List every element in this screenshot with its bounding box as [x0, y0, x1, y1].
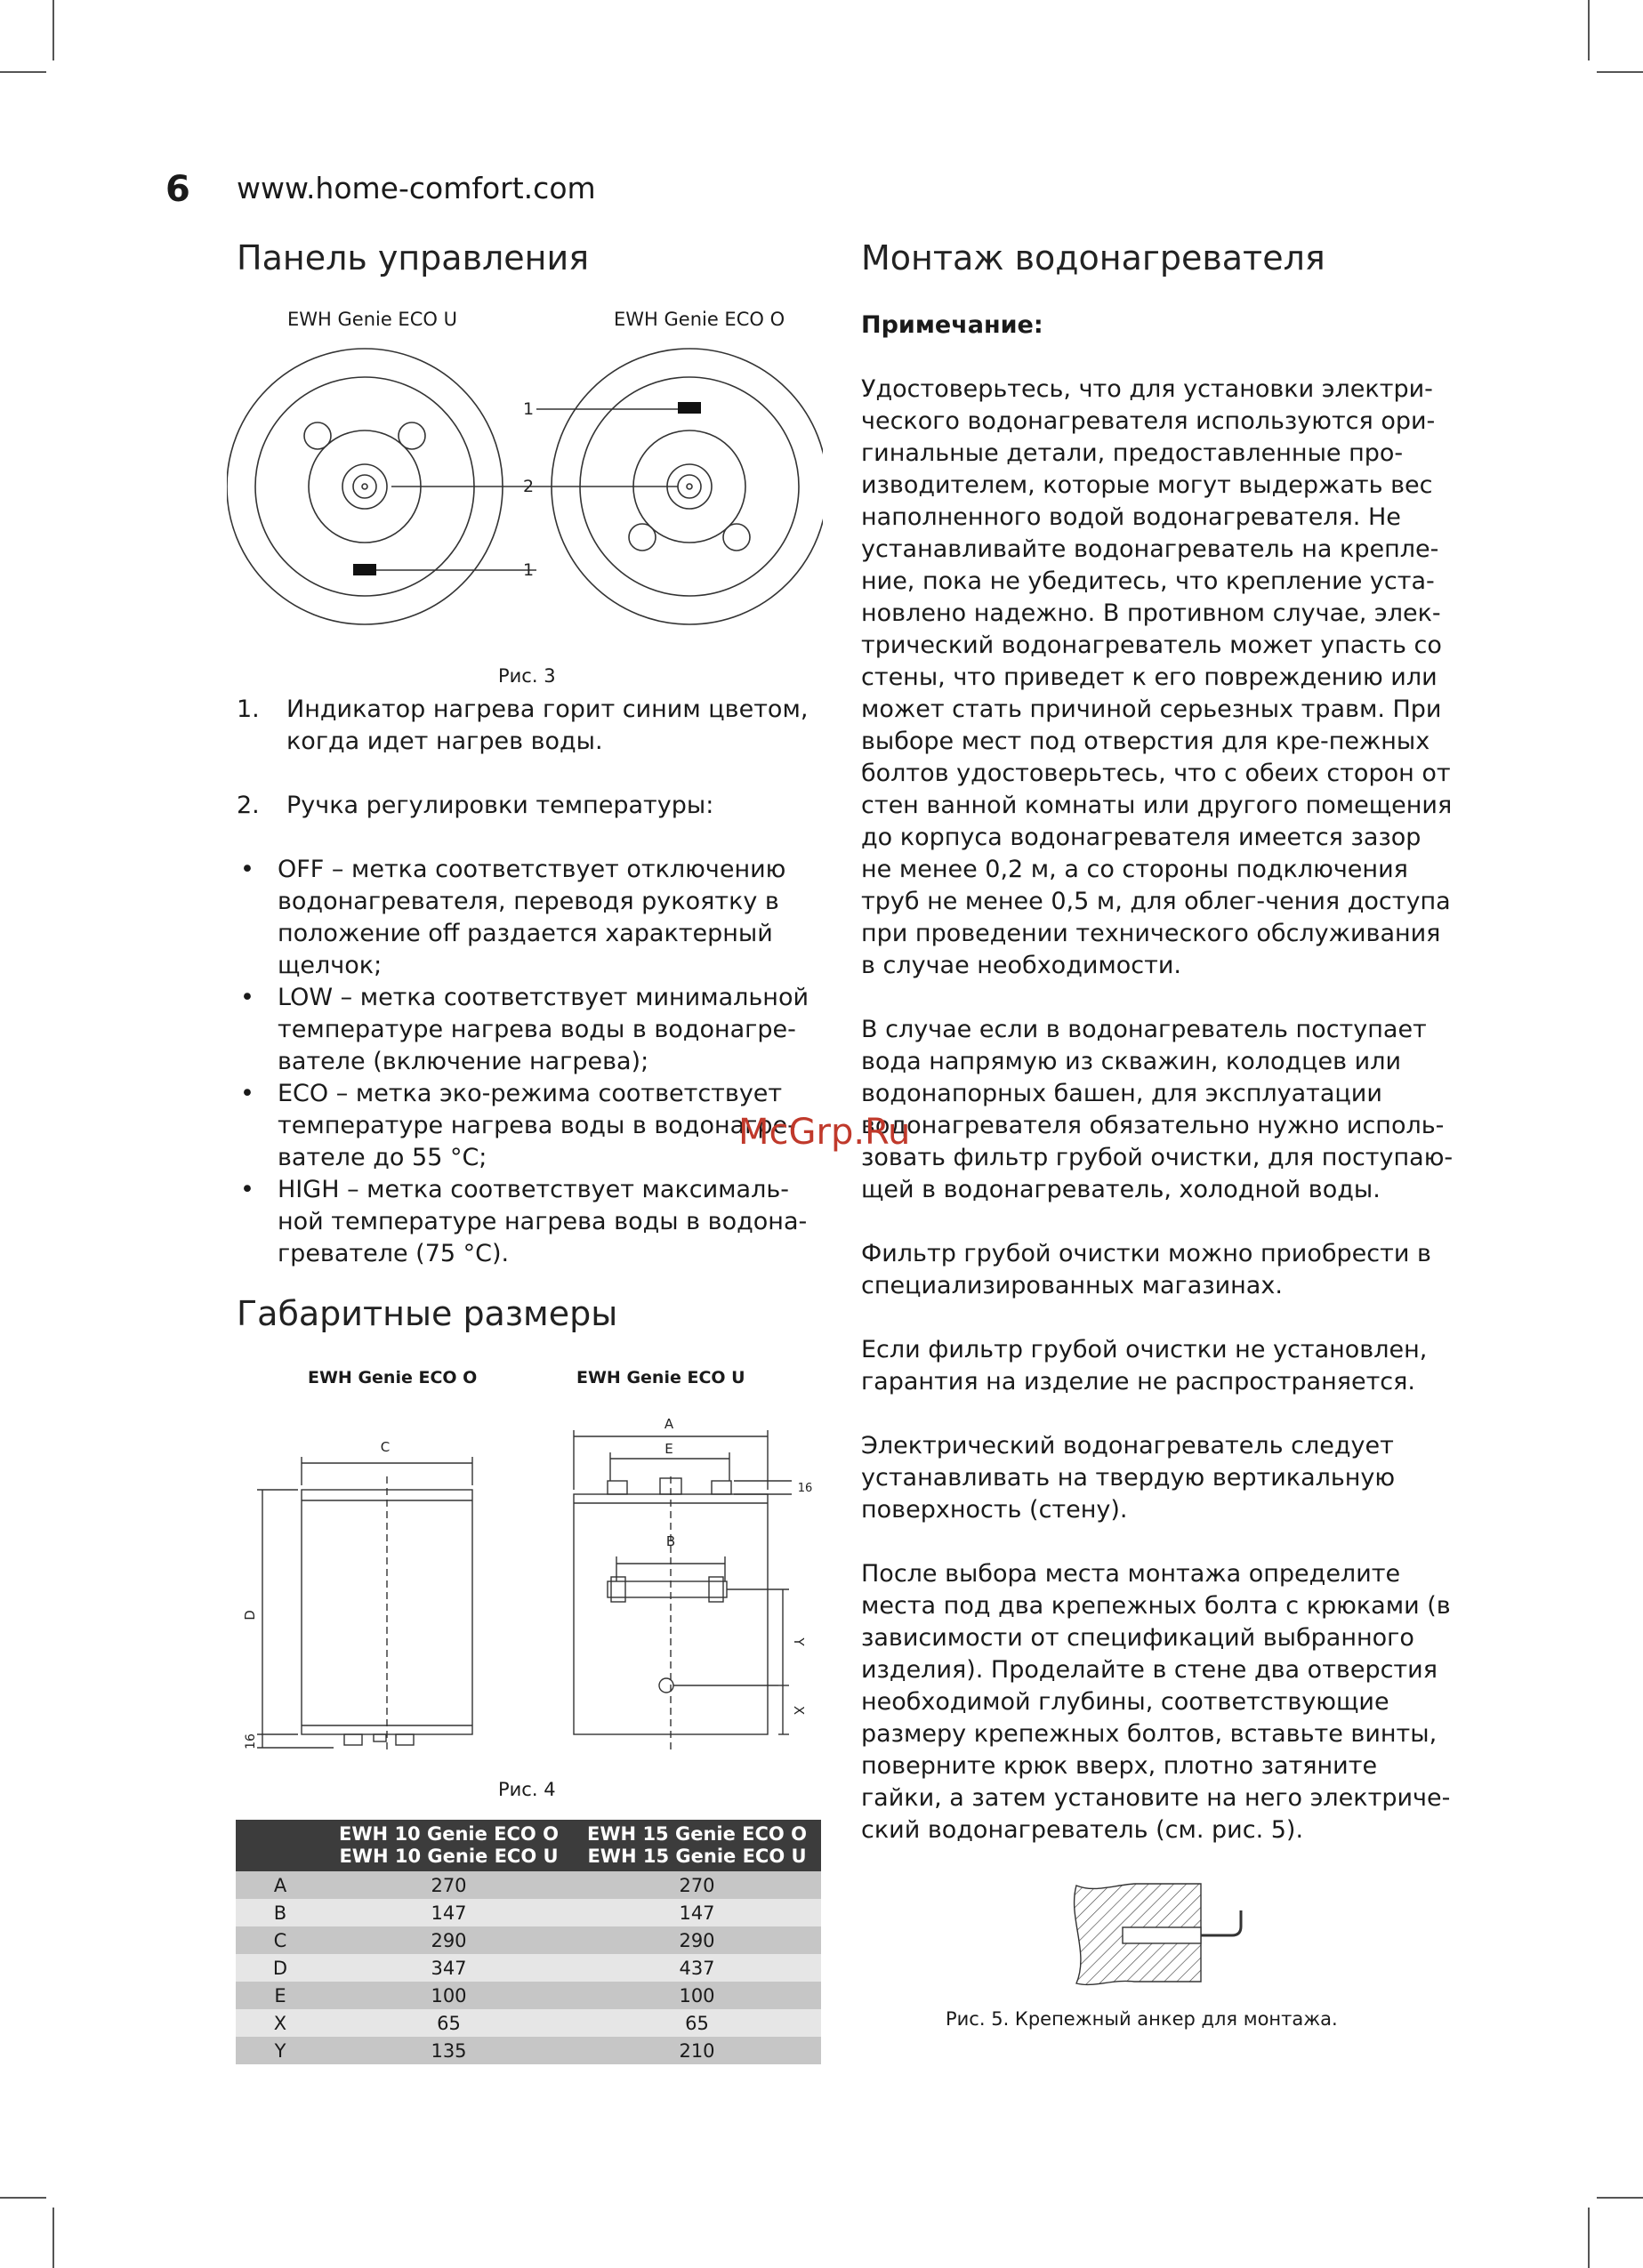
table-row: Y 135 210 — [236, 2037, 821, 2064]
label-e: E — [664, 1441, 673, 1457]
crop-mark — [52, 0, 54, 60]
table-header-col2: EWH 15 Genie ECO O EWH 15 Genie ECO U — [573, 1820, 821, 1871]
heating-indicator-o — [678, 402, 701, 414]
list-item: 2. Ручка регулировки температуры: — [237, 792, 714, 819]
label-y: Y — [791, 1637, 807, 1646]
paragraph: Электрический водонагреватель следует устанавливать на твердую вертикальную поверхность (стену). — [861, 1432, 1396, 1524]
dimensions-drawing — [236, 1414, 823, 1752]
crop-mark — [1597, 2197, 1643, 2199]
table-row: X 65 65 — [236, 2009, 821, 2037]
note-label: Примечание: — [861, 311, 1043, 339]
list-item: 1. Индикатор нагрева горит синим цветом, когда идет нагрев воды. — [237, 696, 809, 755]
crop-mark — [1597, 71, 1643, 73]
crop-mark — [1588, 0, 1590, 60]
label-a: A — [664, 1416, 674, 1432]
control-panel-title: Панель управления — [237, 238, 590, 277]
crop-mark — [1588, 2208, 1590, 2268]
dim-model-u: EWH Genie ECO U — [576, 1368, 745, 1387]
table-row: C 290 290 — [236, 1926, 821, 1954]
table-header-empty — [236, 1820, 325, 1871]
table-row: A 270 270 — [236, 1871, 821, 1899]
paragraph: В случае если в водонагреватель поступает вода напрямую из скважин, колодцев или водонапорных башен, для эксплуатации водонагревателя обязательно нужно исполь-зовать фильтр грубой очистки, для поступаю-щей в водонагреватель, холодной воды. — [861, 1016, 1454, 1203]
crop-mark — [52, 2208, 54, 2268]
heating-indicator-u — [353, 564, 376, 575]
callout-1-bottom: 1 — [523, 560, 535, 580]
dimensions-title: Габаритные размеры — [237, 1294, 618, 1333]
paragraph: Если фильтр грубой очистки не установлен, гарантия на изделие не распространяется. — [861, 1336, 1428, 1395]
table-row: D 347 437 — [236, 1954, 821, 1982]
label-16-left: 16 — [244, 1733, 258, 1749]
anchor-drawing — [1067, 1877, 1254, 1992]
dim-model-o: EWH Genie ECO O — [308, 1368, 478, 1387]
bullet-item: • HIGH – метка соответствует максималь-ной температуре нагрева воды в водона-гревателе (75 °С). — [240, 1176, 808, 1267]
crop-mark — [0, 2197, 46, 2199]
model-label-u: EWH Genie ECO U — [287, 309, 457, 330]
label-x: X — [791, 1705, 807, 1716]
website-url: www.home-comfort.com — [237, 171, 596, 205]
mounting-title: Монтаж водонагревателя — [861, 238, 1325, 277]
control-panel-description — [237, 694, 824, 1270]
paragraph: После выбора места монтажа определите места под два крепежных болта с крюками (в зависимости от спецификаций выбранного изделия). Проделайте в стене два отверстия необходимой глубины, соответствующие размеру крепежных болтов, вставьте винты, поверните крюк вверх, плотно затяните гайки, а затем установите на него электриче-ский водонагреватель (см. рис. 5). — [861, 1560, 1451, 1844]
label-c: C — [380, 1439, 391, 1455]
bullet-item: • LOW – метка соответствует минимальной температуре нагрева воды в водонагре-вателе (включение нагрева); — [240, 984, 809, 1075]
control-panel-diagram — [227, 331, 823, 664]
label-d: D — [242, 1610, 258, 1621]
figure-5-caption: Рис. 5. Крепежный анкер для монтажа. — [946, 2008, 1338, 2030]
label-b: B — [665, 1533, 676, 1549]
table-row: E 100 100 — [236, 1982, 821, 2009]
bullet-item: • OFF – метка соответствует отключению водонагревателя, переводя рукоятку в положение off раздается характерный щелчок; — [240, 856, 786, 979]
figure-3-caption: Рис. 3 — [498, 665, 556, 687]
watermark: McGrp.Ru — [738, 1112, 911, 1153]
callout-1-top: 1 — [523, 399, 535, 419]
paragraph: Фильтр грубой очистки можно приобрести в специализированных магазинах. — [861, 1240, 1431, 1299]
table-row: B 147 147 — [236, 1899, 821, 1926]
label-16-right: 16 — [797, 1482, 813, 1495]
page-number: 6 — [165, 169, 190, 210]
paragraph: Удостоверьтесь, что для установки электри-ческого водонагревателя используются ори-гинальные детали, предоставленные про-изводителем, которые могут выдержать вес наполненного водой водонагревателя. Не устанавливайте водонагреватель на крепле-ние, пока не убедитесь, что крепление уста-новлено надежно. В противном случае, элек-трический водонагреватель может упасть со стены, что приведет к его повреждению или может стать причиной серьезных травм. При выборе мест под отверстия для кре-пежных болтов удостоверьтесь, что с обеих сторон от стен ванной комнаты или другого помещения до корпуса водонагревателя имеется зазор не менее 0,2 м, а со стороны подключения труб не менее 0,5 м, для облег-чения доступа при проведении технического обслуживания в случае необходимости. — [861, 375, 1453, 979]
figure-4-caption: Рис. 4 — [498, 1779, 556, 1800]
dimensions-table — [236, 1820, 821, 2064]
model-label-o: EWH Genie ECO O — [614, 309, 785, 330]
table-header-col1: EWH 10 Genie ECO O EWH 10 Genie ECO U — [325, 1820, 573, 1871]
mounting-text — [861, 374, 1455, 1846]
crop-mark — [0, 71, 46, 73]
bullet-item: • ECO – метка эко-режима соответствует температуре нагрева воды в водонагре-вателе до 55 °С; — [240, 1080, 796, 1171]
callout-2: 2 — [523, 477, 535, 496]
